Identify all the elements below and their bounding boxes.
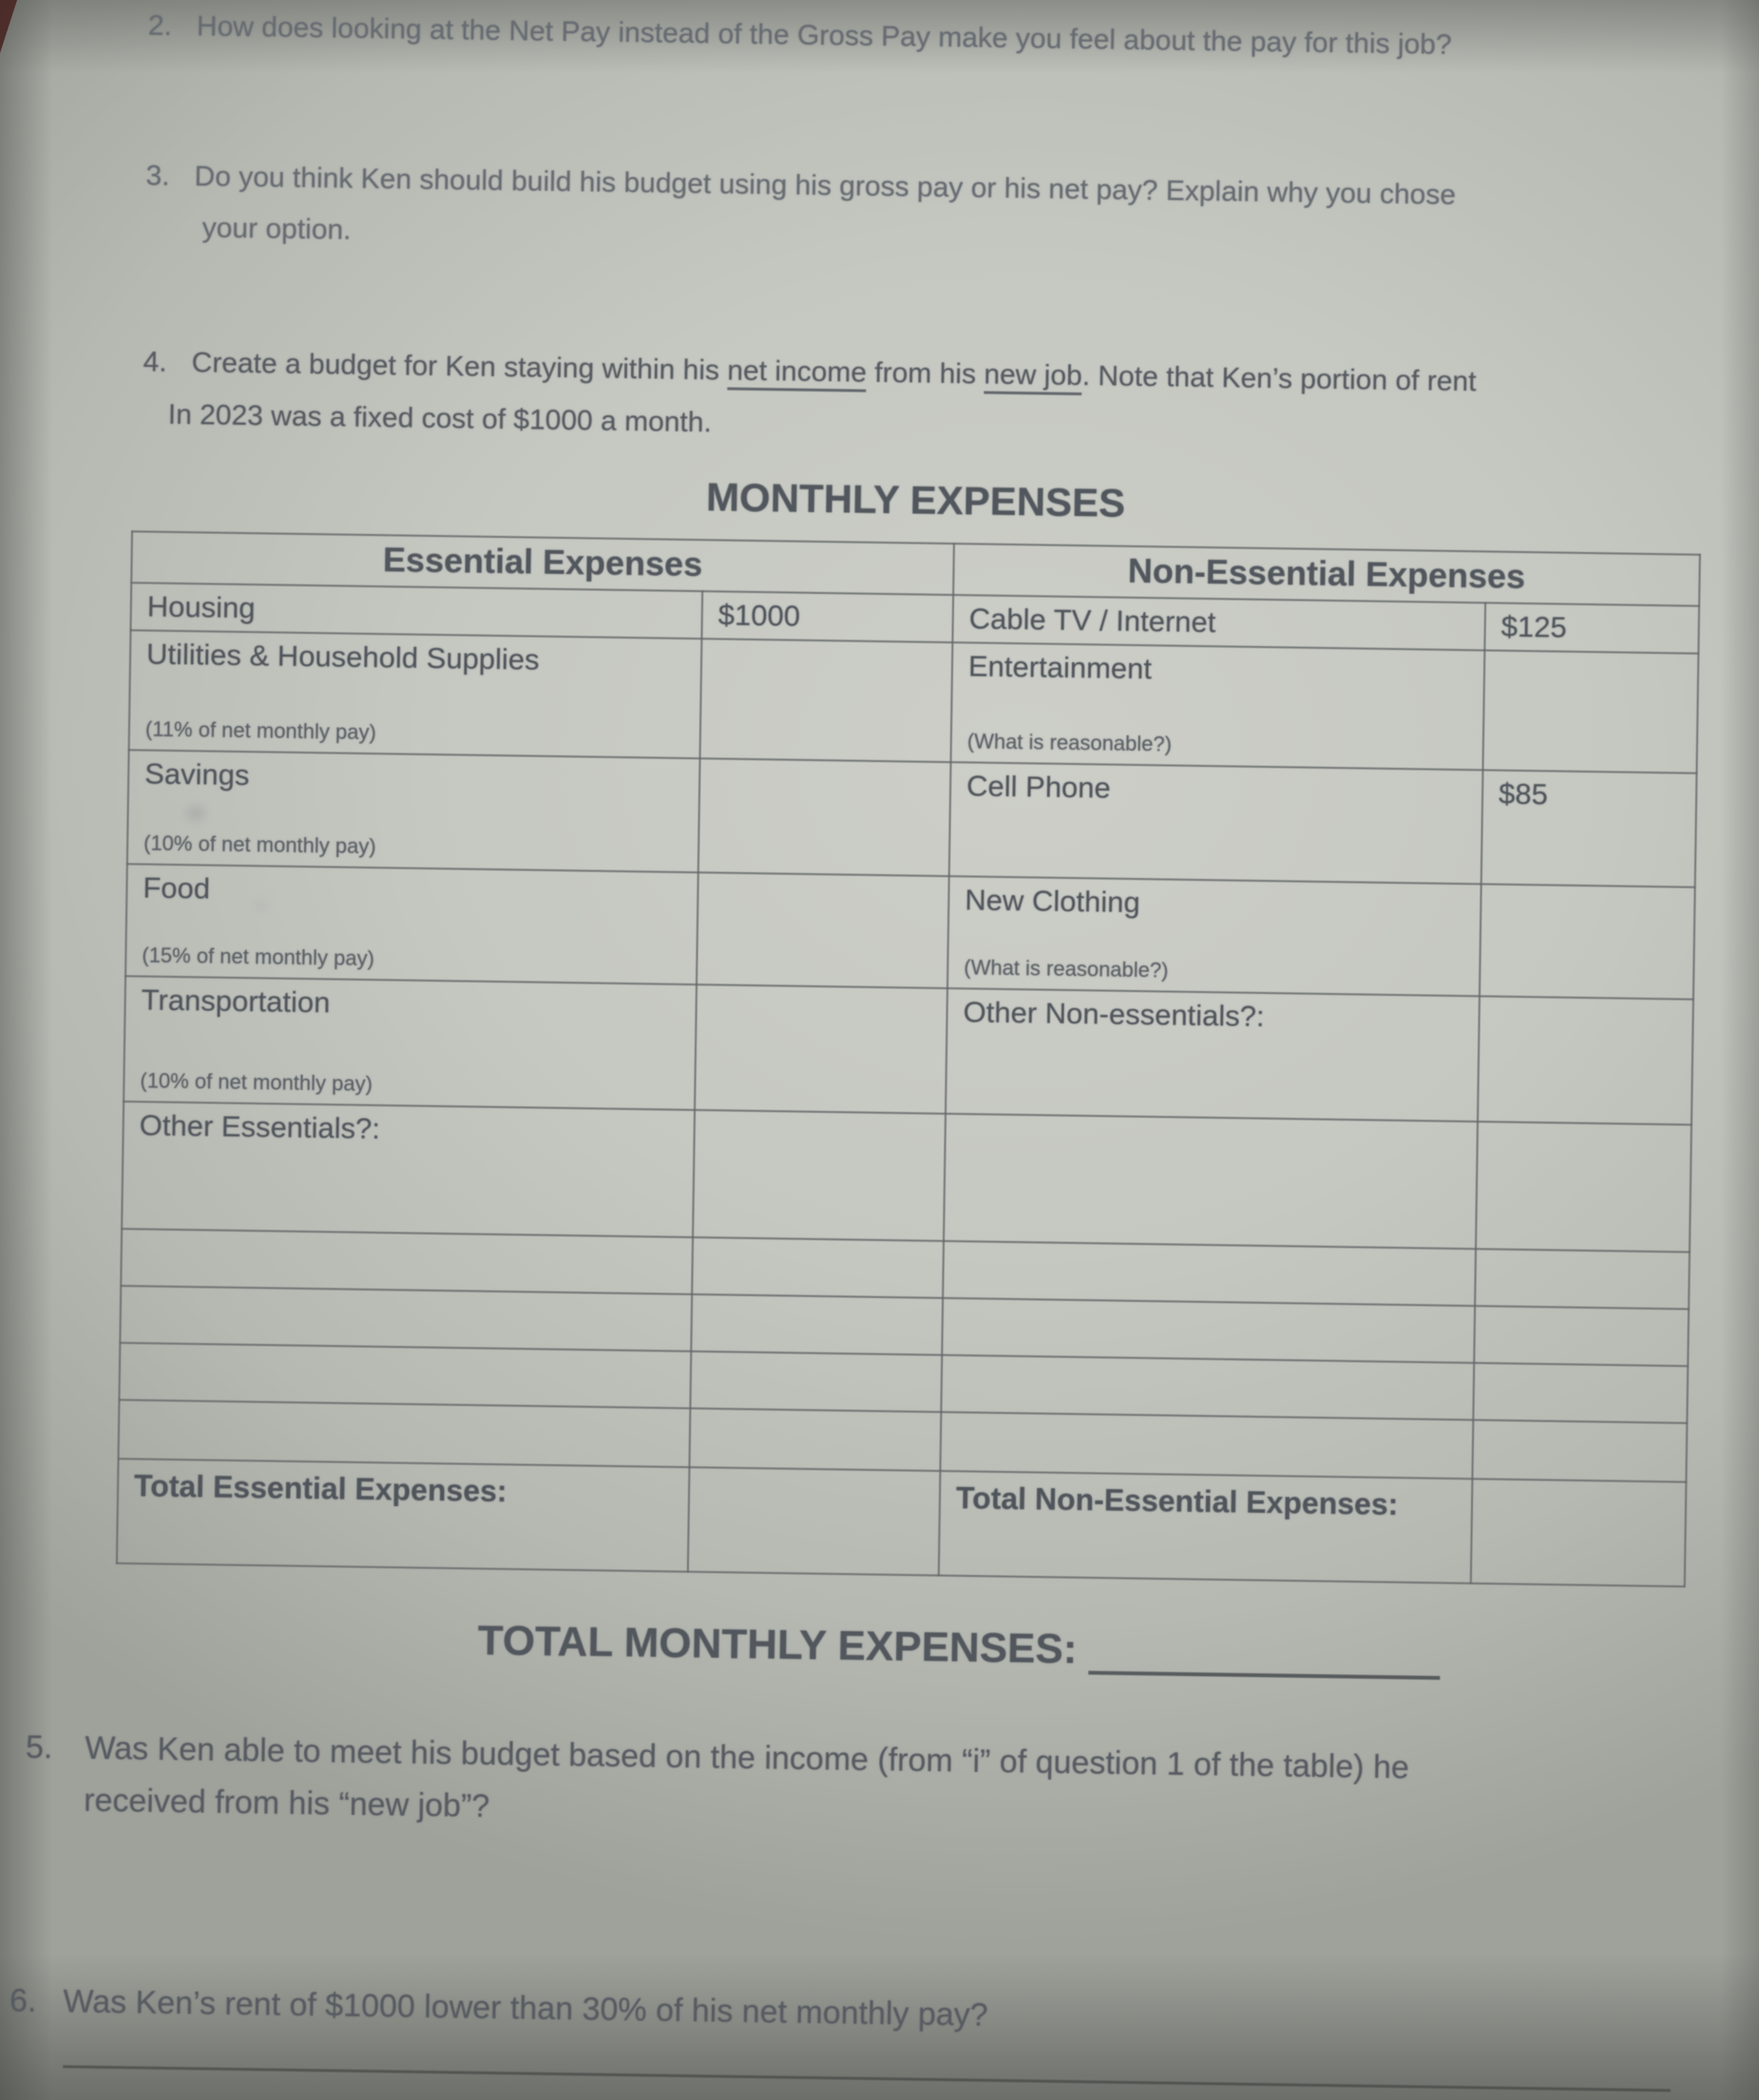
question-3-text-line2: your option.: [201, 212, 352, 246]
essential-item-label: Savings: [143, 756, 250, 792]
question-3: [145, 160, 1456, 211]
total-essential-label-cell: Total Essential Expenses:: [117, 1459, 690, 1572]
essential-item-cell: [122, 1101, 695, 1237]
essential-item-cell: [119, 1400, 691, 1467]
essential-value-cell: [695, 984, 947, 1114]
question-4-underlined-new-job: new job: [984, 359, 1082, 396]
non-essential-item-cell: [951, 642, 1485, 770]
question-5: [26, 1729, 1409, 1787]
non-essential-item-label: Entertainment: [967, 649, 1153, 686]
essential-item-note: (15% of net monthly pay): [142, 943, 375, 971]
header-essential-expenses: Essential Expenses: [131, 531, 954, 595]
total-monthly-expenses-label: TOTAL MONTHLY EXPENSES:: [477, 1616, 1078, 1673]
essential-item-label: Food: [143, 870, 211, 906]
essential-item-label: Other Essentials?:: [139, 1108, 381, 1146]
non-essential-value-cell: [1472, 1420, 1687, 1481]
non-essential-value-cell: [1475, 1249, 1690, 1308]
essential-value-cell: [697, 872, 949, 988]
essential-item-label: Transportation: [141, 983, 331, 1020]
non-essential-value-cell: [1482, 650, 1698, 773]
essential-item-cell: [124, 976, 697, 1110]
essential-value-cell: [691, 1294, 943, 1355]
paper-smudge: [255, 901, 266, 910]
question-5-text-line2: received from his “new job”?: [83, 1782, 490, 1824]
non-essential-item-cell: [949, 762, 1483, 884]
non-essential-value-cell: [1478, 996, 1693, 1124]
essential-value-cell: [690, 1351, 942, 1412]
essential-item-cell: [119, 1343, 691, 1408]
non-essential-value-cell: [1474, 1306, 1689, 1365]
total-essential-value-cell: [688, 1467, 941, 1575]
essential-value-cell: [689, 1408, 941, 1471]
essential-item-note: (10% of net monthly pay): [143, 830, 376, 859]
non-essential-item-cell: [952, 595, 1485, 650]
essential-item-note: (11% of net monthly pay): [144, 716, 377, 745]
question-3-text-line1: Do you think Ken should build his budget using his gross pay or his net pay? Explain why you chose: [194, 161, 1457, 211]
essential-value-cell: [698, 758, 951, 876]
table-title: MONTHLY EXPENSES: [705, 474, 1126, 525]
essential-item-cell: [130, 582, 702, 639]
essential-value-cell: [692, 1237, 944, 1298]
expense-row-other-essentials: [122, 1101, 1692, 1251]
essential-item-cell: [120, 1286, 692, 1351]
non-essential-item-label: Cell Phone: [966, 769, 1112, 805]
question-4-seg5: . Note that Ken’s portion of rent: [1081, 360, 1477, 398]
non-essential-item-cell: [942, 1298, 1475, 1363]
non-essential-item-cell: [943, 1241, 1476, 1306]
monthly-expenses-table: [116, 530, 1701, 1587]
question-5-text-line1: Was Ken able to meet his budget based on the income (from “i” of question 1 of the table) he: [85, 1729, 1410, 1786]
non-essential-item-cell: [940, 1412, 1473, 1479]
question-4-seg3: from his: [866, 356, 985, 391]
page-bottom-rule: [63, 2065, 1671, 2091]
non-essential-item-label: New Clothing: [965, 883, 1140, 920]
non-essential-item-cell: [946, 988, 1480, 1121]
essential-value-cell: [700, 639, 953, 762]
question-6-number: 6.: [9, 1982, 37, 2019]
essential-value-cell: [693, 1110, 946, 1241]
non-essential-item-cell: [947, 876, 1482, 996]
total-non-essential-label-cell: Total Non-Essential Expenses:: [939, 1471, 1473, 1583]
non-essential-item-note: (What is reasonable?): [964, 955, 1169, 983]
essential-item-cell: [127, 750, 700, 872]
expense-row-transportation: [124, 976, 1693, 1124]
essential-item-cell: [129, 630, 702, 758]
header-non-essential-expenses: Non-Essential Expenses: [953, 544, 1700, 606]
non-essential-item-cell: [941, 1355, 1474, 1420]
question-4-text-line2: In 2023 was a fixed cost of $1000 a month.: [167, 398, 713, 439]
essential-value-cell: $1000: [701, 591, 953, 642]
non-essential-item-note: (What is reasonable?): [966, 729, 1173, 756]
non-essential-value-cell: [1473, 1363, 1688, 1422]
question-4-underlined-net-income: net income: [727, 355, 867, 392]
answer-blank-line: [1088, 1669, 1440, 1679]
paper-smudge: [186, 806, 205, 821]
question-6: [10, 1983, 988, 2034]
question-3-number: 3.: [145, 160, 170, 192]
non-essential-value-cell: $85: [1482, 770, 1697, 887]
essential-item-cell: [125, 864, 698, 984]
non-essential-item-cell: [944, 1114, 1478, 1249]
essential-item-note: (10% of net monthly pay): [140, 1068, 373, 1097]
question-2-number: 2.: [147, 10, 173, 42]
question-2: [148, 10, 1452, 61]
question-4-seg1: Create a budget for Ken staying within his: [191, 347, 728, 387]
expense-row-utilities: [129, 630, 1699, 773]
total-monthly-expenses: [477, 1617, 1440, 1679]
non-essential-value-cell: [1480, 884, 1695, 999]
essential-item-label: Housing: [146, 589, 256, 625]
essential-item-cell: [121, 1229, 693, 1294]
non-essential-value-cell: $125: [1484, 602, 1699, 653]
non-essential-item-label: Other Non-essentials?:: [963, 995, 1265, 1034]
non-essential-value-cell: [1476, 1121, 1692, 1251]
question-4-number: 4.: [143, 346, 167, 378]
question-5-number: 5.: [25, 1728, 53, 1766]
question-2-text: How does looking at the Net Pay instead of the Gross Pay make you feel about the pay for this job?: [196, 10, 1452, 61]
essential-item-label: Utilities & Household Supplies: [145, 637, 540, 677]
non-essential-item-label: Cable TV / Internet: [968, 601, 1216, 640]
question-4: [143, 346, 1476, 398]
question-6-text: Was Ken’s rent of $1000 lower than 30% of his net monthly pay?: [63, 1983, 988, 2033]
total-non-essential-value-cell: [1471, 1479, 1687, 1586]
